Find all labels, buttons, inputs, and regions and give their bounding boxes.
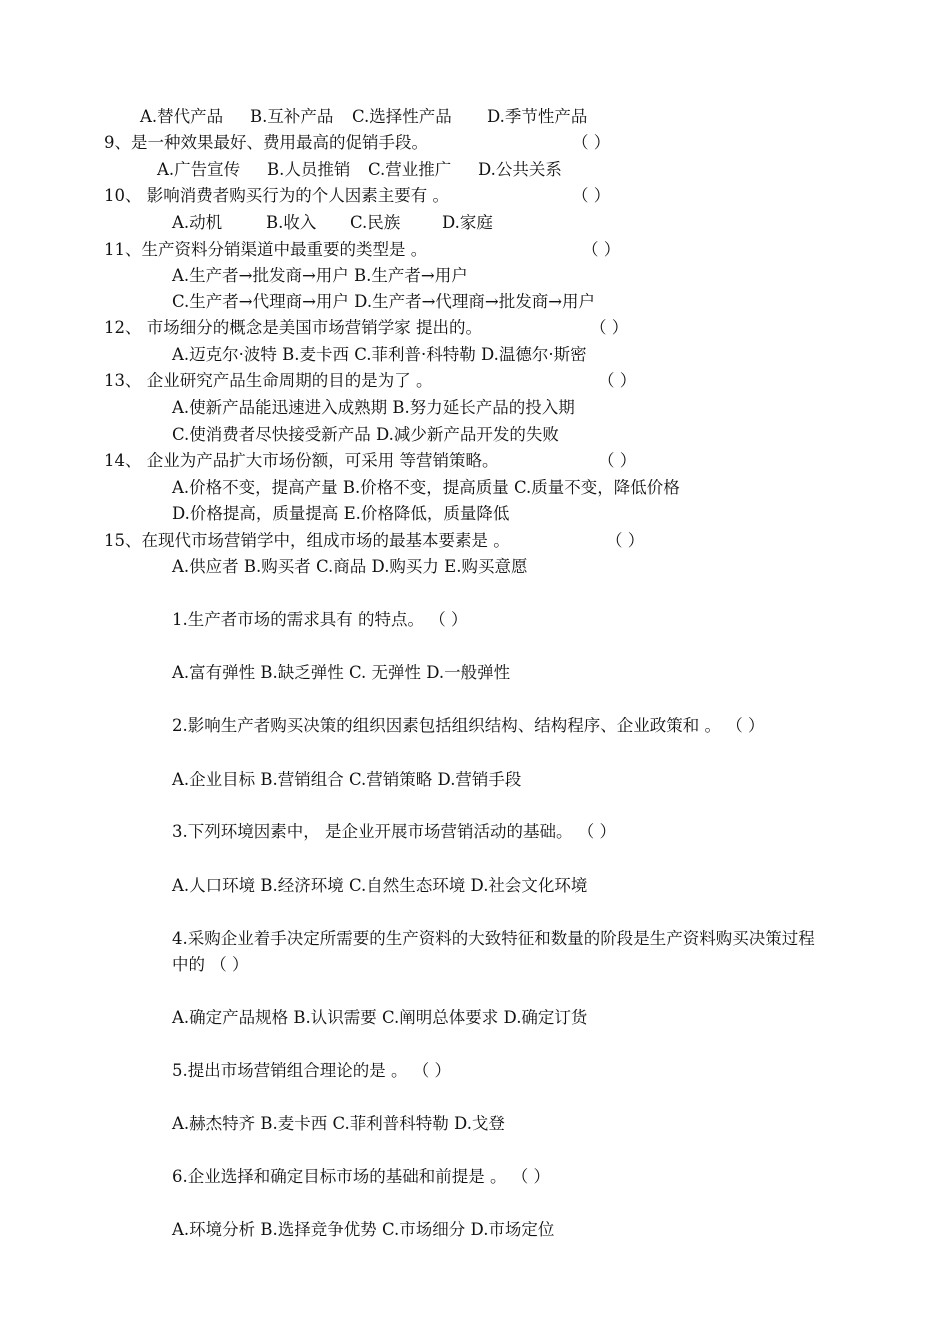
q11-options-line1: A.生产者→批发商→用户 B.生产者→用户 bbox=[172, 266, 468, 285]
q8-options bbox=[140, 107, 587, 127]
q11-stem: 11、生产资料分销渠道中最重要的类型是 。 bbox=[104, 240, 428, 259]
q9-answer-paren: （ ） bbox=[572, 133, 611, 152]
q10-option-a: A.动机 bbox=[172, 213, 223, 232]
q9-option-c: C.营业推广 bbox=[368, 160, 452, 179]
q12-answer-paren: （ ） bbox=[590, 318, 629, 337]
q10-stem: 10、 影响消费者购买行为的个人因素主要有 。 bbox=[104, 186, 449, 205]
q10-option-b: B.收入 bbox=[266, 213, 317, 232]
p2-q1-options: A.富有弹性 B.缺乏弹性 C. 无弹性 D.一般弹性 bbox=[172, 663, 511, 682]
q13-stem: 13、 企业研究产品生命周期的目的是为了 。 bbox=[104, 371, 433, 390]
p2-q6-stem: 6.企业选择和确定目标市场的基础和前提是 。 （ ） bbox=[172, 1167, 550, 1186]
q11-answer-paren: （ ） bbox=[582, 240, 621, 259]
p2-q6-options: A.环境分析 B.选择竞争优势 C.市场细分 D.市场定位 bbox=[172, 1220, 555, 1239]
q14-stem: 14、 企业为产品扩大市场份额，可采用 等营销策略。 bbox=[104, 451, 499, 470]
q13-options-line1: A.使新产品能迅速进入成熟期 B.努力延长产品的投入期 bbox=[172, 398, 575, 417]
q9-stem: 9、是一种效果最好、费用最高的促销手段。 bbox=[104, 133, 428, 152]
q12-stem: 12、 市场细分的概念是美国市场营销学家 提出的。 bbox=[104, 318, 482, 337]
q14-options-line1: A.价格不变，提高产量 B.价格不变，提高质量 C.质量不变，降低价格 bbox=[172, 478, 680, 497]
q12-options-line1: A.迈克尔·波特 B.麦卡西 C.菲利普·科特勒 D.温德尔·斯密 bbox=[172, 345, 587, 364]
q9-option-a: A.广告宣传 bbox=[157, 160, 241, 179]
p2-q4-options: A.确定产品规格 B.认识需要 C.阐明总体要求 D.确定订货 bbox=[172, 1008, 588, 1027]
p2-q3-stem: 3.下列环境因素中， 是企业开展市场营销活动的基础。 （ ） bbox=[172, 822, 616, 841]
p2-q3-options: A.人口环境 B.经济环境 C.自然生态环境 D.社会文化环境 bbox=[172, 876, 588, 895]
q14-answer-paren: （ ） bbox=[598, 451, 637, 470]
p2-q2-options: A.企业目标 B.营销组合 C.营销策略 D.营销手段 bbox=[172, 770, 522, 789]
p2-q5-stem: 5.提出市场营销组合理论的是 。 （ ） bbox=[172, 1061, 451, 1080]
p2-q4-stem-cont: 中的 （ ） bbox=[172, 955, 249, 974]
q14-options-line2: D.价格提高，质量提高 E.价格降低，质量降低 bbox=[172, 504, 510, 523]
q15-answer-paren: （ ） bbox=[606, 531, 645, 550]
q13-options-line2: C.使消费者尽快接受新产品 D.减少新产品开发的失败 bbox=[172, 425, 559, 444]
q10-answer-paren: （ ） bbox=[572, 186, 611, 205]
p2-q1-stem: 1.生产者市场的需求具有 的特点。 （ ） bbox=[172, 610, 468, 629]
q13-answer-paren: （ ） bbox=[598, 371, 637, 390]
q10-option-d: D.家庭 bbox=[442, 213, 493, 232]
q10-option-c: C.民族 bbox=[350, 213, 401, 232]
q15-stem: 15、在现代市场营销学中，组成市场的最基本要素是 。 bbox=[104, 531, 510, 550]
q8-option-a: A.替代产品 bbox=[140, 107, 224, 126]
q8-option-b: B.互补产品 bbox=[250, 107, 334, 126]
q15-options-line1: A.供应者 B.购买者 C.商品 D.购买力 E.购买意愿 bbox=[172, 557, 528, 576]
p2-q2-stem: 2.影响生产者购买决策的组织因素包括组织结构、结构程序、企业政策和 。 （ ） bbox=[172, 716, 765, 735]
p2-q5-options: A.赫杰特齐 B.麦卡西 C.菲利普科特勒 D.戈登 bbox=[172, 1114, 505, 1133]
q8-option-d: D.季节性产品 bbox=[487, 107, 588, 126]
q10-options bbox=[172, 213, 493, 233]
q9-option-d: D.公共关系 bbox=[478, 160, 562, 179]
q9-options bbox=[157, 160, 562, 180]
q11-options-line2: C.生产者→代理商→用户 D.生产者→代理商→批发商→用户 bbox=[172, 292, 596, 311]
q9-option-b: B.人员推销 bbox=[267, 160, 351, 179]
p2-q4-stem: 4.采购企业着手决定所需要的生产资料的大致特征和数量的阶段是生产资料购买决策过程 bbox=[172, 929, 815, 948]
q8-option-c: C.选择性产品 bbox=[352, 107, 452, 126]
